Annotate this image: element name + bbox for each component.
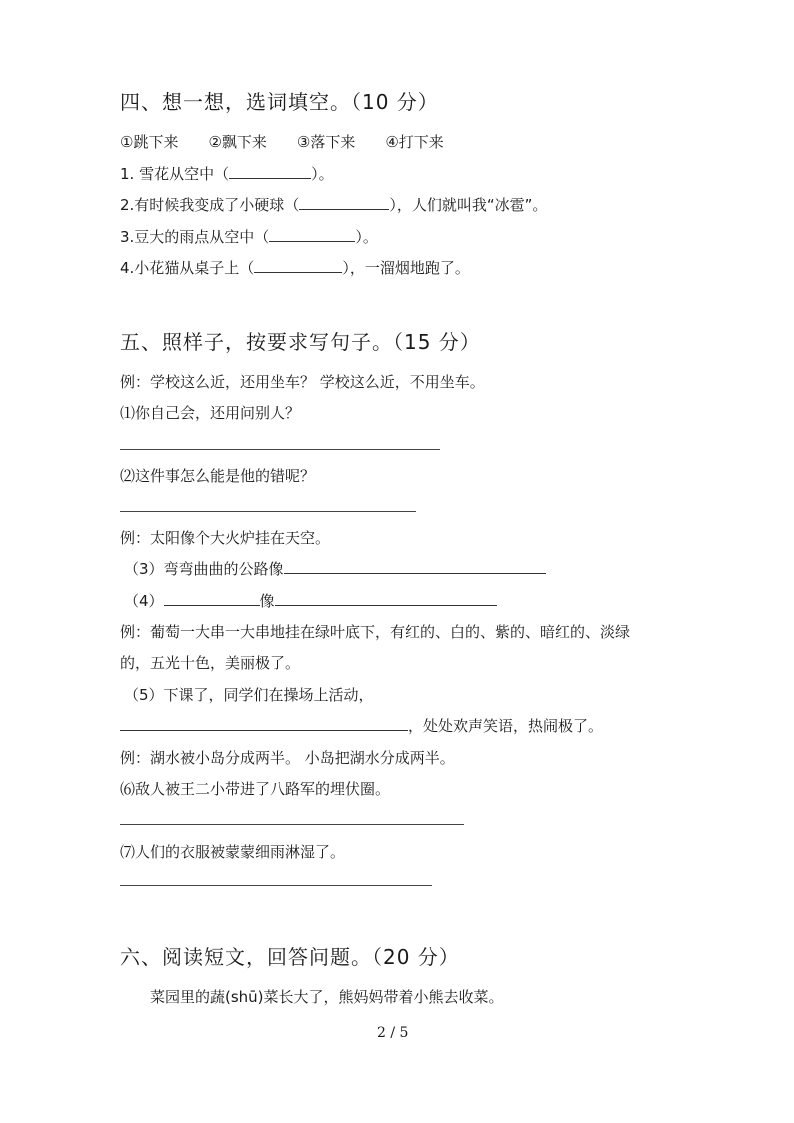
section5-q4: [124, 590, 497, 611]
section6-paragraph: 菜园里的蔬(shū)菜长大了，熊妈妈带着小熊去收菜。: [150, 988, 504, 1006]
section5-q5-line2: [120, 715, 603, 736]
answer-line-q6[interactable]: [120, 824, 464, 825]
section5-q5: （5）下课了，同学们在操场上活动，: [124, 686, 374, 704]
page-number: 2 / 5: [377, 1025, 409, 1041]
q3-text: （3）弯弯曲曲的公路像: [124, 560, 284, 578]
section6-title: 六、阅读短文，回答问题。（20 分）: [120, 945, 460, 969]
q3-text-pre: 3.豆大的雨点从空中（: [120, 228, 270, 246]
example-4: 例：湖水被小岛分成两半。 小岛把湖水分成两半。: [120, 749, 455, 767]
q4-blank-2[interactable]: [275, 591, 497, 606]
q1-text-pre: 1. 雪花从空中（: [120, 165, 230, 183]
example-1: 例：学校这么近，还用坐车？ 学校这么近，不用坐车。: [120, 373, 485, 391]
example-2: 例：太阳像个大火炉挂在天空。: [120, 529, 331, 547]
section5-q7: ⑺人们的衣服被蒙蒙细雨淋湿了。: [120, 843, 346, 861]
section4-q4: [120, 257, 470, 278]
q4-blank-1[interactable]: [164, 591, 260, 606]
q2-text-post: ），人们就叫我“冰雹”。: [389, 196, 548, 214]
q4-mid-text: 像: [259, 592, 275, 610]
q1-blank[interactable]: [229, 164, 311, 179]
q3-text-post: ）。: [355, 228, 378, 246]
q5-end-text: ，处处欢声笑语，热闹极了。: [408, 717, 604, 735]
section4-q1: [120, 163, 334, 184]
example-3-line2: 的，五光十色，美丽极了。: [120, 654, 301, 672]
q4-text-post: ），一溜烟地跑了。: [342, 259, 470, 277]
section4-q2: [120, 194, 547, 215]
section4-q3: [120, 226, 378, 247]
section5-title: 五、照样子，按要求写句子。（15 分）: [120, 330, 481, 354]
q2-blank[interactable]: [299, 195, 389, 210]
q1-text-post: ）。: [311, 165, 334, 183]
answer-line-q2[interactable]: [120, 511, 416, 512]
section4-title: 四、想一想，选词填空。（10 分）: [120, 90, 439, 114]
q2-text-pre: 2.有时候我变成了小硬球（: [120, 196, 300, 214]
answer-line-q1[interactable]: [120, 449, 440, 450]
section5-q2: ⑵这件事怎么能是他的错呢？: [120, 467, 316, 485]
answer-line-q7[interactable]: [120, 885, 432, 886]
q5-answer-blank[interactable]: [120, 716, 408, 731]
section5-q3: [124, 558, 546, 579]
section5-q6: ⑹敌人被王二小带进了八路军的埋伏圈。: [120, 780, 391, 798]
example-3-line1: 例：葡萄一大串一大串地挂在绿叶底下，有红的、白的、紫的、暗红的、淡绿: [120, 623, 631, 641]
section5-q1: ⑴你自己会，还用问别人？: [120, 404, 301, 422]
q4-number: （4）: [124, 592, 164, 610]
q4-text-pre: 4.小花猫从桌子上（: [120, 259, 255, 277]
q4-blank[interactable]: [254, 258, 342, 273]
q3-blank[interactable]: [269, 227, 355, 242]
section4-options: ①跳下来 ②飘下来 ③落下来 ④打下来: [120, 133, 444, 151]
q3-answer-blank[interactable]: [284, 559, 546, 574]
